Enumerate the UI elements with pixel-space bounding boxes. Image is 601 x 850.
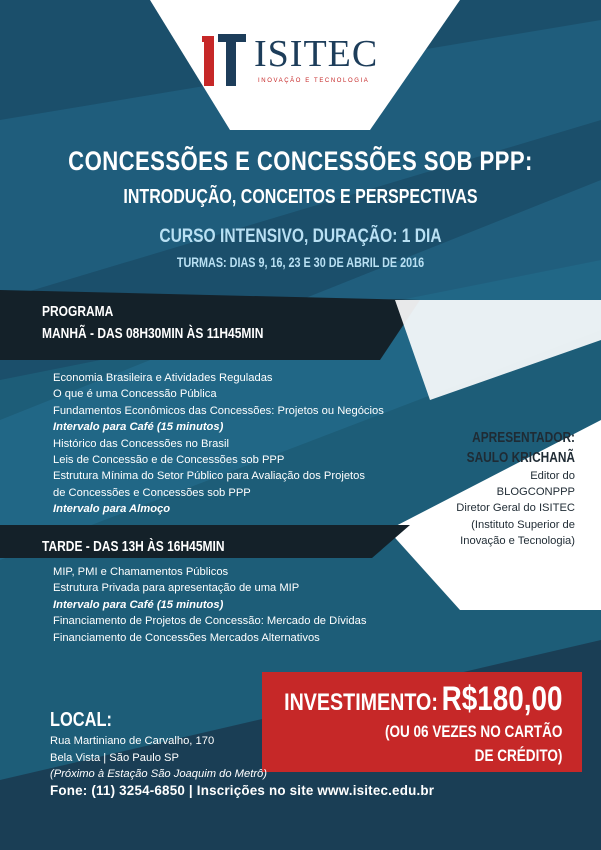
list-item: de Concessões e Concessões sob PPP (53, 486, 251, 499)
installment-line: (OU 06 VEZES NO CARTÃO (384, 723, 562, 741)
presenter-line: BLOGCONPPP (496, 486, 575, 499)
list-item: Estrutura Privada para apresentação de uma MIP (53, 582, 300, 595)
list-item-break: Intervalo para Almoço (53, 503, 171, 516)
investment-price: R$180,00 (441, 680, 562, 718)
investment-box (262, 672, 582, 772)
morning-label: MANHÃ - DAS 08H30MIN ÀS 11H45MIN (42, 325, 264, 342)
course-duration: CURSO INTENSIVO, DURAÇÃO: 1 DIA (159, 226, 442, 247)
investment-headline (284, 680, 562, 719)
installment-note (385, 720, 562, 768)
list-item: O que é uma Concessão Pública (53, 388, 217, 401)
logo-name: ISITEC (254, 33, 379, 75)
investment-label: INVESTIMENTO: (283, 689, 438, 716)
presenter-line: Editor do (530, 470, 575, 482)
list-item: Histórico das Concessões no Brasil (53, 437, 229, 450)
list-item: MIP, PMI e Chamamentos Públicos (53, 566, 229, 578)
page-subtitle: INTRODUÇÃO, CONCEITOS E PERSPECTIVAS (123, 186, 478, 208)
afternoon-label: TARDE - DAS 13H ÀS 16H45MIN (42, 538, 225, 555)
isitec-logo-mark (200, 30, 250, 90)
list-item: Estrutura Mínima do Setor Público para Avaliação dos Projetos (53, 470, 365, 483)
list-item: Leis de Concessão e de Concessões sob PPP (53, 454, 285, 467)
local-label: LOCAL: (50, 709, 112, 731)
afternoon-list (53, 564, 366, 646)
page-title: CONCESSÕES E CONCESSÕES SOB PPP: (68, 146, 533, 176)
list-item: Fundamentos Econômicos das Concessões: Projetos ou Negócios (53, 404, 384, 417)
presenter-line: Inovação e Tecnologia) (460, 534, 575, 547)
installment-line: DE CRÉDITO) (474, 747, 562, 765)
program-label: PROGRAMA (42, 303, 114, 320)
list-item-break: Intervalo para Café (15 minutos) (53, 598, 224, 611)
isitec-logo (200, 26, 400, 96)
presenter-label: APRESENTADOR: (472, 430, 575, 446)
morning-list (53, 370, 384, 518)
logo-tagline: INOVAÇÃO E TECNOLOGIA (258, 78, 370, 84)
list-item: Financiamento de Concessões Mercados Alternativos (53, 631, 320, 644)
presenter-block (395, 428, 575, 549)
presenter-line: Diretor Geral do ISITEC (456, 502, 575, 515)
program-header (42, 301, 263, 345)
list-item: Economia Brasileira e Atividades Reguladas (53, 372, 273, 384)
local-address: Rua Martiniano de Carvalho, 170 (50, 735, 215, 747)
presenter-name: SAULO KRICHANÃ (466, 450, 575, 466)
presenter-line: (Instituto Superior de (471, 518, 575, 531)
course-dates: TURMAS: DIAS 9, 16, 23 E 30 DE ABRIL DE 2016 (176, 255, 425, 270)
local-note: (Próximo à Estação São Joaquim do Metrô) (50, 768, 268, 780)
list-item: Financiamento de Projetos de Concessão: Mercado de Dívidas (53, 615, 367, 628)
local-city: Bela Vista | São Paulo SP (50, 752, 179, 764)
list-item-break: Intervalo para Café (15 minutos) (53, 421, 224, 434)
contact-line: Fone: (11) 3254-6850 | Inscrições no site www.isitec.edu.br (50, 783, 435, 798)
